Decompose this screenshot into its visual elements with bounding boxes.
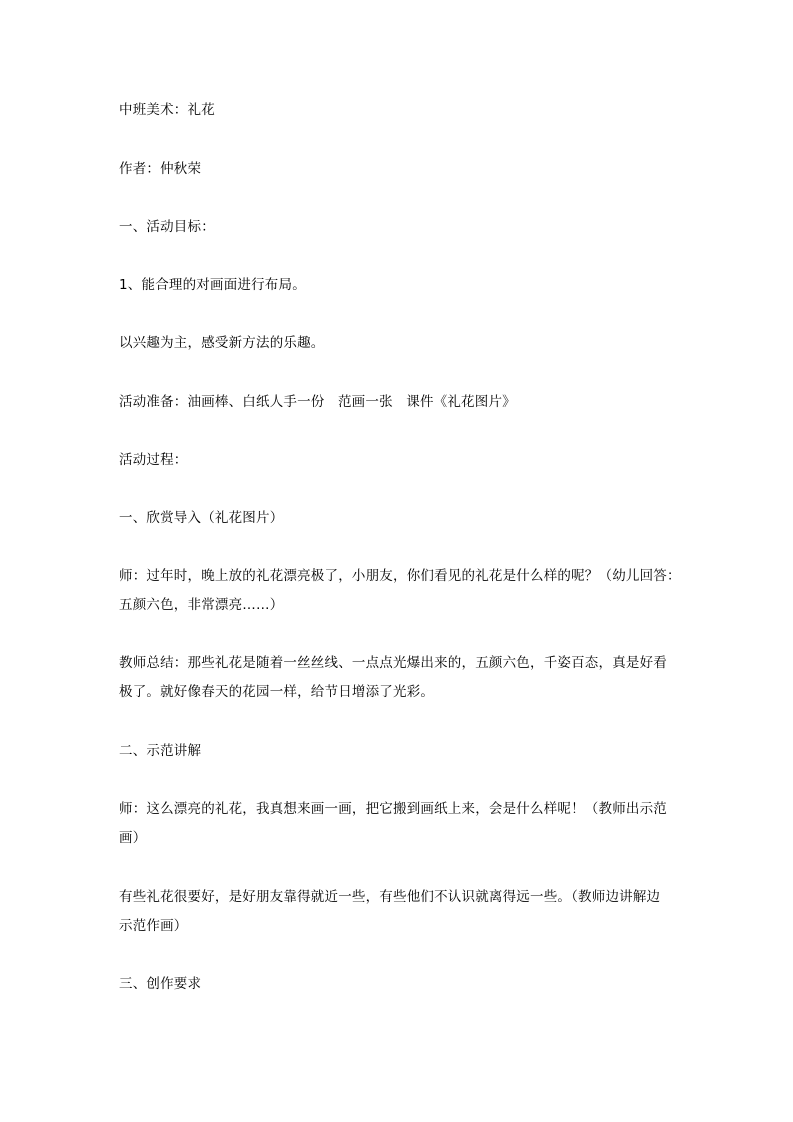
paragraph-line: 极了。就好像春天的花园一样，给节日增添了光彩。: [119, 684, 435, 700]
teacher-summary-paragraph: [119, 649, 679, 707]
section-heading-step-3: 三、创作要求: [119, 976, 202, 992]
teacher-demo-paragraph: [119, 795, 679, 853]
teacher-question-paragraph: [119, 562, 679, 620]
paragraph-line: 五颜六色，非常漂亮……）: [119, 597, 284, 613]
paragraph-line: 画）: [119, 830, 147, 846]
document-title: 中班美术：礼花: [119, 102, 215, 118]
author-line: 作者：仲秋荣: [119, 161, 202, 177]
goal-item-1: 1、能合理的对画面进行布局。: [119, 277, 306, 293]
paragraph-line: 教师总结：那些礼花是随着一丝丝线、一点点光爆出来的，五颜六色，千姿百态，真是好看: [119, 655, 667, 671]
section-heading-step-2: 二、示范讲解: [119, 743, 202, 759]
paragraph-line: 示范作画）: [119, 918, 188, 934]
paragraph-line: 师：过年时，晚上放的礼花漂亮极了，小朋友，你们看见的礼花是什么样的呢？（幼儿回答：: [119, 568, 681, 584]
paragraph-line: 师：这么漂亮的礼花，我真想来画一画，把它搬到画纸上来，会是什么样呢！（教师出示范: [119, 801, 667, 817]
demo-explain-paragraph: [119, 883, 679, 941]
preparation-line: [119, 388, 679, 417]
section-heading-goals: 一、活动目标：: [119, 219, 215, 235]
process-heading: 活动过程：: [119, 452, 188, 468]
goal-item-2: 以兴趣为主，感受新方法的乐趣。: [119, 335, 325, 351]
paragraph-line: 有些礼花很要好，是好朋友靠得就近一些，有些他们不认识就离得远一些。（教师边讲解边: [119, 889, 661, 905]
preparation-text: 活动准备：油画棒、白纸人手一份 范画一张 课件《礼花图片》: [119, 394, 516, 410]
section-heading-step-1: 一、欣赏导入（礼花图片）: [119, 510, 284, 526]
